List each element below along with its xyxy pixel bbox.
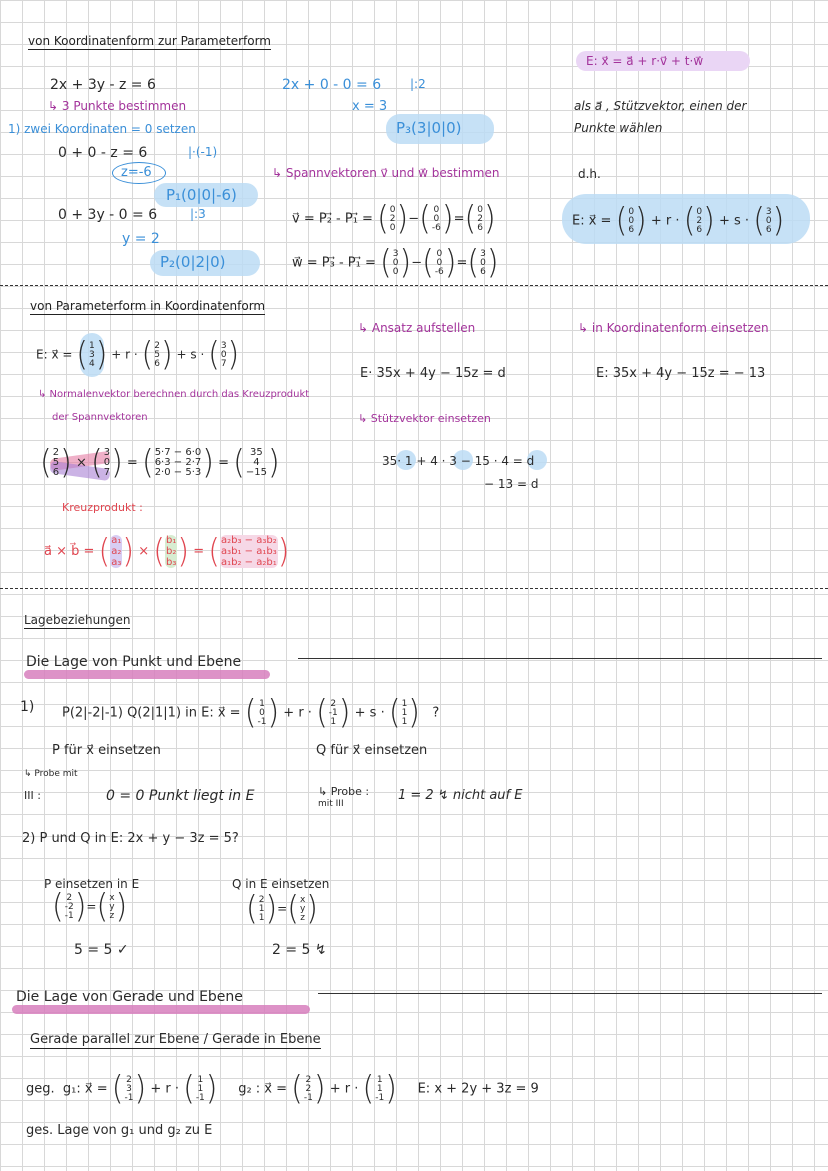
- vector: ( 0 2 0 ): [377, 199, 409, 238]
- ansatz-note: ↳ Ansatz aufstellen: [358, 321, 476, 335]
- cross-product-computation: ( 2 5 6 ) × ( 3 0 7 ) = ( 5·7 − 6·0 6·3 − 2·7 2·0 − 5·3 ) = ( 35 4 −15 ): [40, 443, 280, 482]
- v-computation: v⃗ = P₂⃗ - P₁⃗ = ( 0 2 0 ) − ( 0 0 -6 ) = ( 0 2 6 ): [292, 199, 496, 238]
- subheading-punkt-ebene: Die Lage von Punkt und Ebene: [26, 654, 242, 670]
- vector: ( a₂b₃ − a₃b₂ a₃b₁ − a₁b₃ a₁b₂ − a₂b₁ ): [208, 531, 290, 571]
- heading-rule: [298, 658, 822, 659]
- subheading-parallel: Gerade parallel zur Ebene / Gerade in Ebene: [30, 1032, 321, 1047]
- support-note-2: Punkte wählen: [574, 121, 663, 135]
- probe-p-result: 0 = 0 Punkt liegt in E: [106, 788, 255, 804]
- highlight-subheading: [24, 670, 270, 679]
- task2: 2) P und Q in E: 2x + y − 3z = 5?: [22, 831, 239, 846]
- task-number: 1): [20, 699, 35, 715]
- z-result: z=-6: [121, 165, 152, 180]
- vector: ( b₁ b₂ b₃ ): [153, 531, 190, 571]
- vector: ( 2 3 -1 ): [111, 1069, 147, 1108]
- normal-note-2: der Spannvektoren: [52, 412, 148, 423]
- vector: ( 0 0 -6 ): [422, 243, 457, 282]
- p-insert-label: P einsetzen in E: [44, 877, 140, 891]
- q-insert-label: Q in E einsetzen: [232, 877, 330, 891]
- probe-q-result: 1 = 2 ↯ nicht auf E: [398, 788, 523, 803]
- vector: ( 2 -1 1 ): [316, 693, 351, 732]
- given-lines: geg. g₁: x⃗ = ( 2 3 -1 ) + r · ( 1 1 -1 ) g₂ : x⃗ = ( 2 2 -1 ) + r · ( 1 1 -1 ) E: x + 2y + 3z = 9: [26, 1069, 539, 1108]
- support-note-1: als a⃗ , Stützvektor, einen der: [574, 99, 747, 113]
- operation-y: |:3: [190, 207, 206, 221]
- y-result: y = 2: [122, 231, 160, 247]
- task1: P(2|-2|-1) Q(2|1|1) in E: x⃗ = ( 1 0 -1 ) + r · ( 2 -1 1 ) + s · ( 1 1 1 ) ?: [62, 693, 440, 732]
- vector: ( 1 1 -1 ): [183, 1069, 218, 1108]
- normal-note-1: ↳ Normalenvektor berechnen durch das Kreuzprodukt: [38, 389, 310, 400]
- vector: ( 1 1 -1 ): [362, 1069, 397, 1108]
- stuetz-note: ↳ Stützvektor einsetzen: [358, 412, 491, 425]
- probe-roman: III :: [24, 789, 41, 802]
- step-note: ↳ 3 Punkte bestimmen: [48, 99, 187, 113]
- q-insert-note: Q für x⃗ einsetzen: [316, 743, 428, 758]
- equation-z: 0 + 0 - z = 6: [58, 145, 148, 161]
- point-p3: P₃(3|0|0): [396, 119, 462, 137]
- vector: ( 0 0 -6 ): [419, 199, 454, 238]
- highlight-subheading: [12, 1005, 310, 1014]
- point-p2: P₂(0|2|0): [160, 253, 226, 271]
- heading-rule: [318, 993, 822, 994]
- v-lhs: v⃗ = P₂⃗ - P₁⃗ =: [292, 211, 373, 227]
- span-note: ↳ Spannvektoren v⃗ und w⃗ bestimmen: [272, 166, 500, 180]
- operation-x: |:2: [410, 77, 426, 91]
- vector: ( 3 0 0 ): [380, 243, 412, 282]
- vector: ( 1 0 -1 ): [244, 693, 280, 732]
- equation-y: 0 + 3y - 0 = 6: [58, 207, 158, 223]
- general-form: E: x⃗ = a⃗ + r·v⃗ + t·w⃗: [586, 54, 704, 68]
- subheading-gerade-ebene: Die Lage von Gerade und Ebene: [16, 989, 243, 1005]
- point-p1: P₁(0|0|-6): [166, 186, 237, 204]
- vector: ( x y z ): [96, 887, 128, 926]
- dh-label: d.h.: [578, 167, 601, 181]
- vector: ( 0 2 6 ): [683, 201, 715, 240]
- p-insert-note: P für x⃗ einsetzen: [52, 743, 161, 758]
- operation-z: |·(-1): [188, 145, 218, 159]
- vector: ( a₁ a₂ a₃ ): [98, 531, 135, 571]
- cross-product-formula: a⃗ × b⃗ = ( a₁ a₂ a₃ ) × ( b₁ b₂ b₃ ) = ( a₂b₃ − a₃b₂ a₃b₁ − a₁b₃ a₁b₂ − a₂b₁ ): [44, 531, 290, 571]
- w-lhs: w⃗ = P₃⃗ - P₁⃗ =: [292, 255, 376, 271]
- vector: ( 0 0 6 ): [615, 201, 647, 240]
- x-result: x = 3: [352, 99, 388, 114]
- vector: ( 5·7 − 6·0 6·3 − 2·7 2·0 − 5·3 ): [141, 443, 214, 482]
- q-result: 2 = 5 ↯: [272, 942, 327, 958]
- coordinate-equation: 2x + 3y - z = 6: [50, 77, 156, 93]
- w-computation: w⃗ = P₃⃗ - P₁⃗ = ( 3 0 0 ) − ( 0 0 -6 ) = ( 3 0 6 ): [292, 243, 499, 282]
- probe-roman: mit III: [318, 799, 344, 809]
- vector: ( 2 5 6 ): [40, 443, 72, 482]
- vector: ( 3 0 6 ): [467, 243, 499, 282]
- vector: ( 3 0 6 ): [753, 201, 785, 240]
- q-vector-equation: ( 2 1 1 ) = ( x y z ): [246, 889, 318, 928]
- vector: ( 2 -2 -1 ): [52, 887, 87, 926]
- section-title: Lagebeziehungen: [24, 613, 131, 627]
- vector: ( 1 1 1 ): [388, 693, 421, 732]
- vector: ( 2 1 1 ): [246, 889, 278, 928]
- method-note: 1) zwei Koordinaten = 0 setzen: [8, 122, 196, 136]
- final-equation: E: 35x + 4y − 15z = − 13: [596, 366, 766, 381]
- vector: ( 0 2 6 ): [464, 199, 496, 238]
- vector: ( 2 2 -1 ): [291, 1069, 326, 1108]
- vector: ( x y z ): [287, 889, 318, 928]
- p-result: 5 = 5 ✓: [74, 942, 129, 958]
- section-divider: [0, 285, 828, 286]
- vector: ( 1 3 4 ): [76, 335, 108, 374]
- wanted-text: ges. Lage von g₁ und g₂ zu E: [26, 1123, 213, 1138]
- vector: ( 3 0 7 ): [90, 443, 123, 482]
- vector: ( 3 0 7 ): [208, 335, 240, 374]
- ansatz-equation: E· 35x + 4y − 15z = d: [360, 366, 506, 381]
- section-title: von Parameterform in Koordinatenform: [30, 299, 266, 313]
- plane-parameter-form: E: x⃗ = ( 1 3 4 ) + r · ( 2 5 6 ) + s · ( 3 0 7 ): [36, 335, 240, 374]
- stuetz-equation-2: − 13 = d: [484, 477, 539, 491]
- equation-x: 2x + 0 - 0 = 6: [282, 77, 382, 93]
- kreuzprodukt-label: Kreuzprodukt :: [62, 501, 143, 514]
- stuetz-equation-1: 35· 1 + 4 · 3 − 15 · 4 = d: [382, 454, 535, 468]
- probe-label: ↳ Probe mit: [24, 769, 78, 779]
- final-note: ↳ in Koordinatenform einsetzen: [578, 321, 769, 335]
- section-title: von Koordinatenform zur Parameterform: [28, 34, 271, 48]
- section-divider: [0, 588, 828, 589]
- vector: ( 2 5 6 ): [141, 335, 173, 374]
- vector: ( 35 4 −15 ): [233, 443, 280, 482]
- parameter-form-result: E: x⃗ = ( 0 0 6 ) + r · ( 0 2 6 ) + s · ( 3 0 6 ): [572, 201, 785, 240]
- p-vector-equation: ( 2 -2 -1 ) = ( x y z ): [52, 887, 128, 926]
- probe-label: ↳ Probe :: [318, 785, 370, 798]
